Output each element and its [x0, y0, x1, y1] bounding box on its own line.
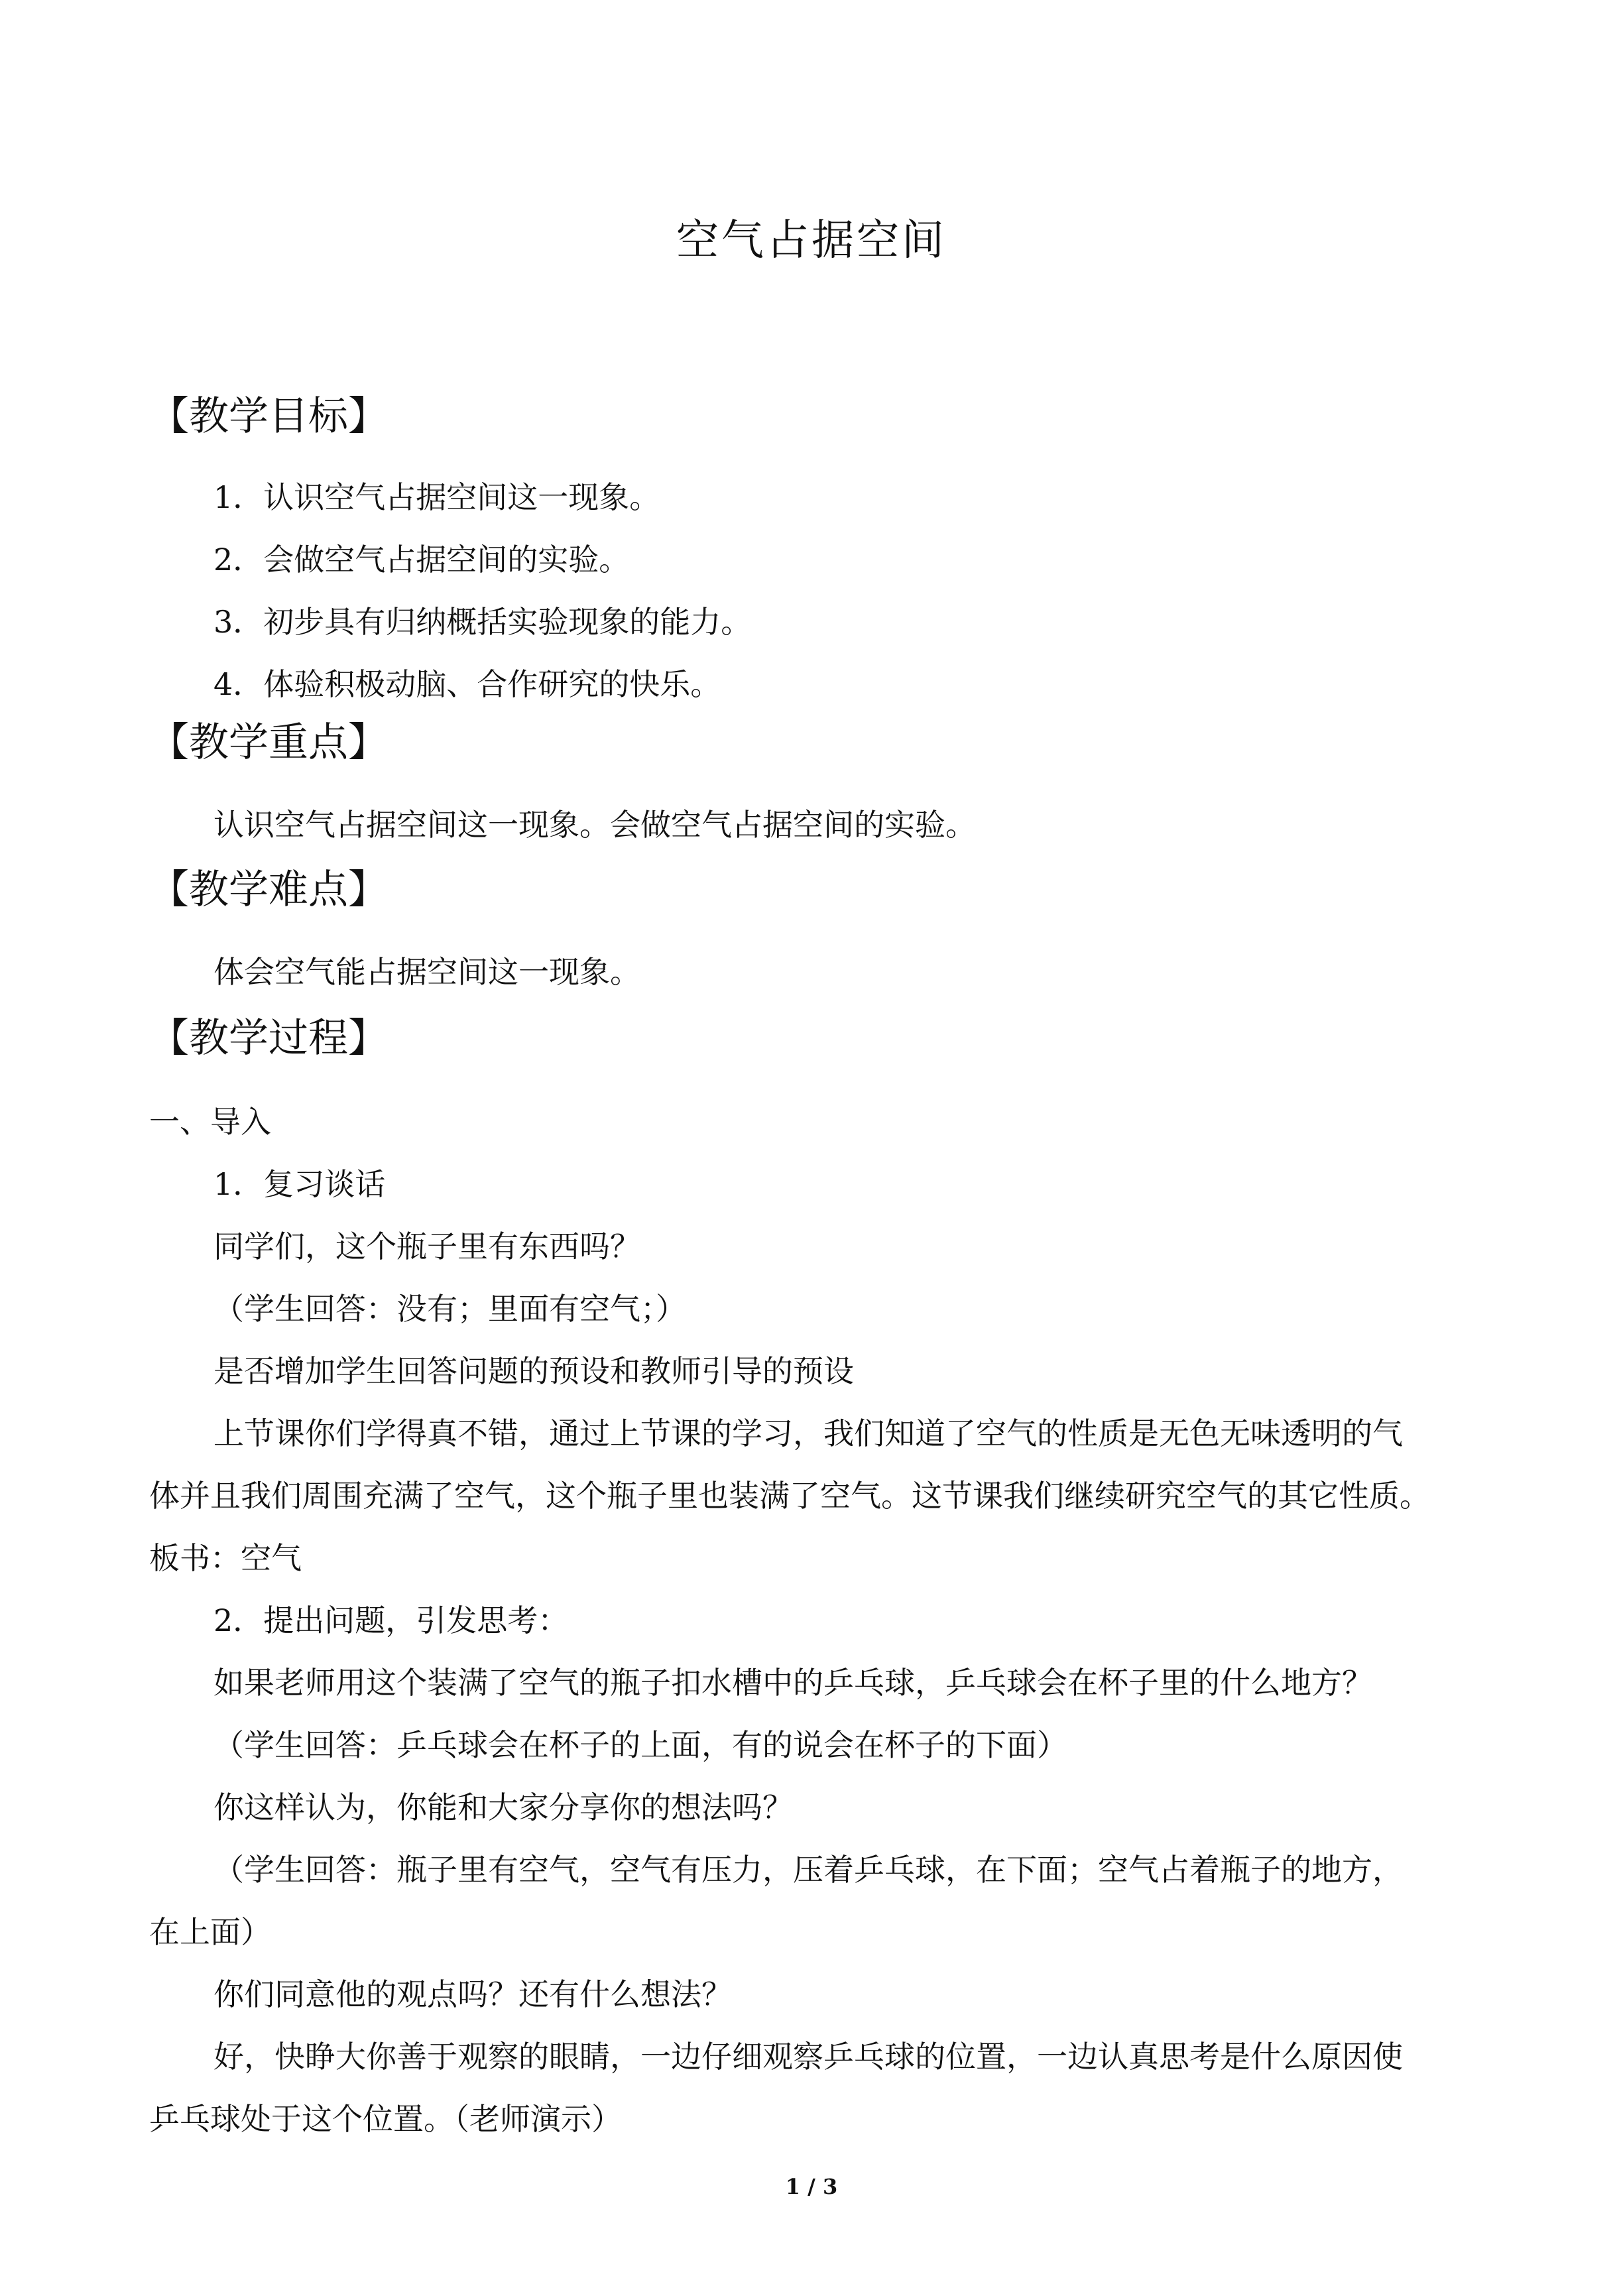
difficulties-text: 体会空气能占据空间这一现象。	[213, 954, 640, 990]
process-line: 上节课你们学得真不错，通过上节课的学习，我们知道了空气的性质是无色无味透明的气	[213, 1416, 1403, 1451]
page-number: 1 / 3	[785, 2174, 838, 2199]
process-line: 你这样认为，你能和大家分享你的想法吗？	[213, 1789, 793, 1825]
process-heading: 【教学过程】	[149, 1015, 388, 1061]
process-line: 好，快睁大你善于观察的眼睛，一边仔细观察乒乓球的位置，一边认真思考是什么原因使	[213, 2039, 1403, 2075]
process-part-title: 一、导入	[149, 1104, 271, 1140]
process-line: 2．提出问题，引发思考：	[213, 1602, 569, 1638]
process-line: 板书：空气	[149, 1540, 302, 1576]
goal-item: 4．体验积极动脑、合作研究的快乐。	[213, 666, 721, 702]
process-line: 是否增加学生回答问题的预设和教师引导的预设	[213, 1353, 854, 1389]
process-line: 如果老师用这个装满了空气的瓶子扣水槽中的乒乓球，乒乓球会在杯子里的什么地方？	[213, 1665, 1372, 1701]
difficulties-heading: 【教学难点】	[149, 867, 388, 913]
goals-heading: 【教学目标】	[149, 393, 388, 440]
goal-item: 2．会做空气占据空间的实验。	[213, 542, 630, 577]
page-title: 空气占据空间	[676, 216, 947, 265]
process-line: 体并且我们周围充满了空气，这个瓶子里也装满了空气。这节课我们继续研究空气的其它性质。	[149, 1478, 1430, 1514]
process-line: 同学们，这个瓶子里有东西吗？	[213, 1229, 640, 1264]
process-line: （学生回答：瓶子里有空气，空气有压力，压着乒乓球，在下面；空气占着瓶子的地方，	[213, 1852, 1403, 1888]
process-line: 乒乓球处于这个位置。（老师演示）	[149, 2101, 622, 2137]
process-line: （学生回答：没有；里面有空气；）	[213, 1291, 686, 1327]
key-points-heading: 【教学重点】	[149, 719, 388, 766]
process-line: 在上面）	[149, 1914, 271, 1950]
goal-item: 3．初步具有归纳概括实验现象的能力。	[213, 604, 752, 640]
goal-item: 1．认识空气占据空间这一现象。	[213, 479, 660, 515]
process-line: 你们同意他的观点吗？还有什么想法？	[213, 1976, 732, 2012]
key-points-text: 认识空气占据空间这一现象。会做空气占据空间的实验。	[213, 807, 976, 843]
process-line: 1．复习谈话	[213, 1166, 386, 1202]
process-line: （学生回答：乒乓球会在杯子的上面，有的说会在杯子的下面）	[213, 1727, 1067, 1763]
